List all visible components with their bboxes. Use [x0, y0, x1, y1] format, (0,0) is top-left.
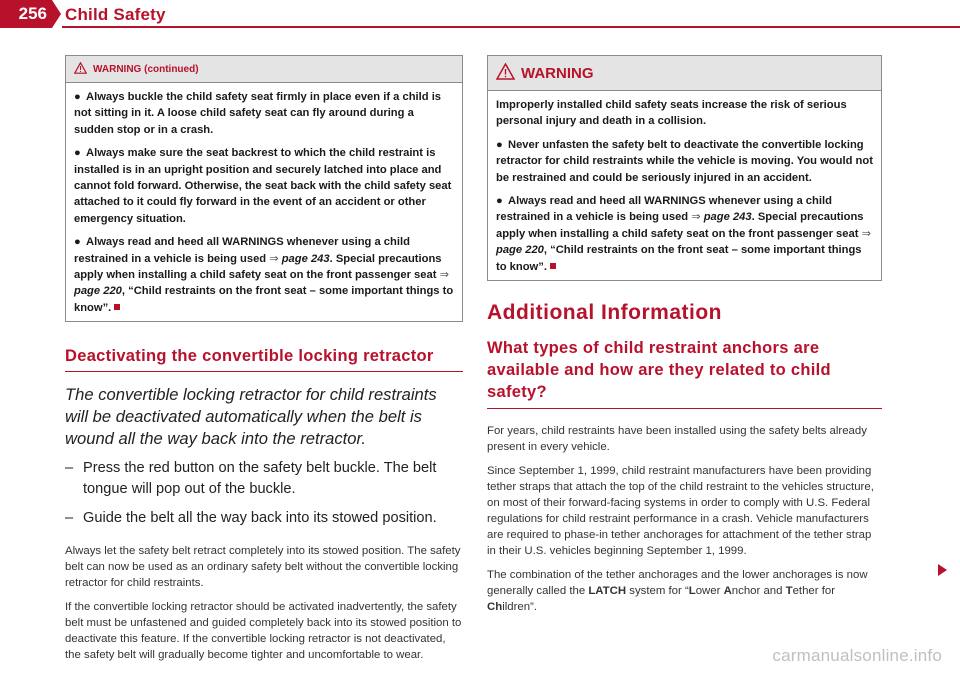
- page-reference-link[interactable]: page 220: [496, 244, 544, 257]
- warning-item: ● Always read and heed all WARNINGS whenever using a child restrained in a vehicle is being used ⇒ page 243. Special precautions apply when installing a child safety seat on the front passenger seat ⇒ page 220, “Child restraints on the front seat – some important things to know”.: [496, 195, 871, 273]
- main-heading: Additional Information: [487, 301, 722, 325]
- warning-label: WARNING: [521, 64, 594, 82]
- left-column: [65, 55, 463, 663]
- body-paragraph: If the convertible locking retractor should be activated inadvertently, the safety belt must be unfastened and guided completely back into its stowed position to deactivate this feature. If the convertible locking retractor is not deactivated, the safety belt will gradually become tighter and uncomfortable to wear.: [65, 601, 462, 662]
- page-reference-link[interactable]: page 243: [703, 211, 752, 224]
- warning-item: ● Always read and heed all WARNINGS whenever using a child restrained in a vehicle is being used ⇒ page 243. Special precautions apply when installing a child safety seat on the front passenger seat ⇒ page 220, “Child restraints on the front seat – some important things to know”.: [74, 236, 454, 314]
- end-marker-icon: [550, 263, 556, 269]
- reference-arrow-icon: ⇒: [691, 211, 701, 224]
- body-paragraph: For years, child restraints have been installed using the safety belts already present in every vehicle.: [487, 425, 867, 454]
- section-heading: Deactivating the convertible locking retractor: [65, 347, 463, 372]
- watermark: carmanualsonline.info: [772, 646, 942, 665]
- step-item: – Guide the belt all the way back into its stowed position.: [65, 510, 437, 527]
- reference-arrow-icon: ⇒: [439, 269, 449, 282]
- reference-arrow-icon: ⇒: [269, 252, 279, 265]
- warning-label: WARNING (continued): [93, 63, 199, 75]
- warning-header: [66, 56, 462, 83]
- warning-box-continued: [65, 55, 463, 322]
- page-number: 256: [0, 0, 52, 28]
- sub-heading: What types of child restraint anchors are available and how are they related to child safety?: [487, 337, 882, 409]
- right-column: [487, 55, 882, 615]
- end-marker-icon: [114, 304, 120, 310]
- warning-body: [488, 91, 881, 280]
- warning-item: ● Never unfasten the safety belt to deactivate the convertible locking retractor for child restraints while the vehicle is moving. You would not be restrained and could be seriously injured in an accident.: [496, 138, 873, 184]
- page-reference-link[interactable]: page 220: [74, 285, 122, 298]
- warning-item: ● Always buckle the child safety seat firmly in place even if a child is not sitting in it. A loose child safety seat can fly around during a sudden stop or in a crash.: [74, 91, 442, 136]
- continue-arrow-icon: [938, 564, 947, 576]
- warning-item: ● Always make sure the seat backrest to which the child restraint is installed is in an upright position and securely latched into place and cannot fold forward. Otherwise, the seat back with the child safety seat attached to it could fly forward in the event of an accident or other emergency situation.: [74, 147, 452, 225]
- header-rule: [62, 26, 960, 28]
- body-paragraph: Always let the safety belt retract completely into its stowed position. The safety belt can now be used as an ordinary safety belt without the convertible locking retractor for child restraints.: [65, 545, 461, 590]
- intro-text: The convertible locking retractor for child restraints will be deactivated automatically when the belt is wound all the way back into the retractor.: [65, 385, 437, 449]
- warning-body: [66, 83, 462, 321]
- step-item: – Press the red button on the safety belt buckle. The belt tongue will pop out of the buckle.: [65, 460, 437, 498]
- warning-box: [487, 55, 882, 281]
- warning-item: Improperly installed child safety seats increase the risk of serious personal injury and death in a collision.: [496, 99, 847, 128]
- body-paragraph: Since September 1, 1999, child restraint manufacturers have been providing tether straps that attach the top of the child restraint to the vehicles structure, on most of their forward-facing systems in order to comply with U.S. Federal regulations for child restraint performance in a crash. Vehicle manufacturers are required to phase-in tether anchorages for attachment of the tether strap in their U.S. vehicles beginning September 1, 1999.: [487, 465, 874, 558]
- reference-arrow-icon: ⇒: [861, 227, 871, 240]
- body-paragraph: The combination of the tether anchorages and the lower anchorages is now generally called the LATCH system for “Lower Anchor and Tether for Children”.: [487, 569, 868, 614]
- page-reference-link[interactable]: page 243: [281, 252, 330, 265]
- running-title: Child Safety: [65, 5, 166, 24]
- warning-triangle-icon: [496, 63, 515, 84]
- warning-header: [488, 56, 881, 91]
- warning-triangle-icon: [74, 62, 87, 77]
